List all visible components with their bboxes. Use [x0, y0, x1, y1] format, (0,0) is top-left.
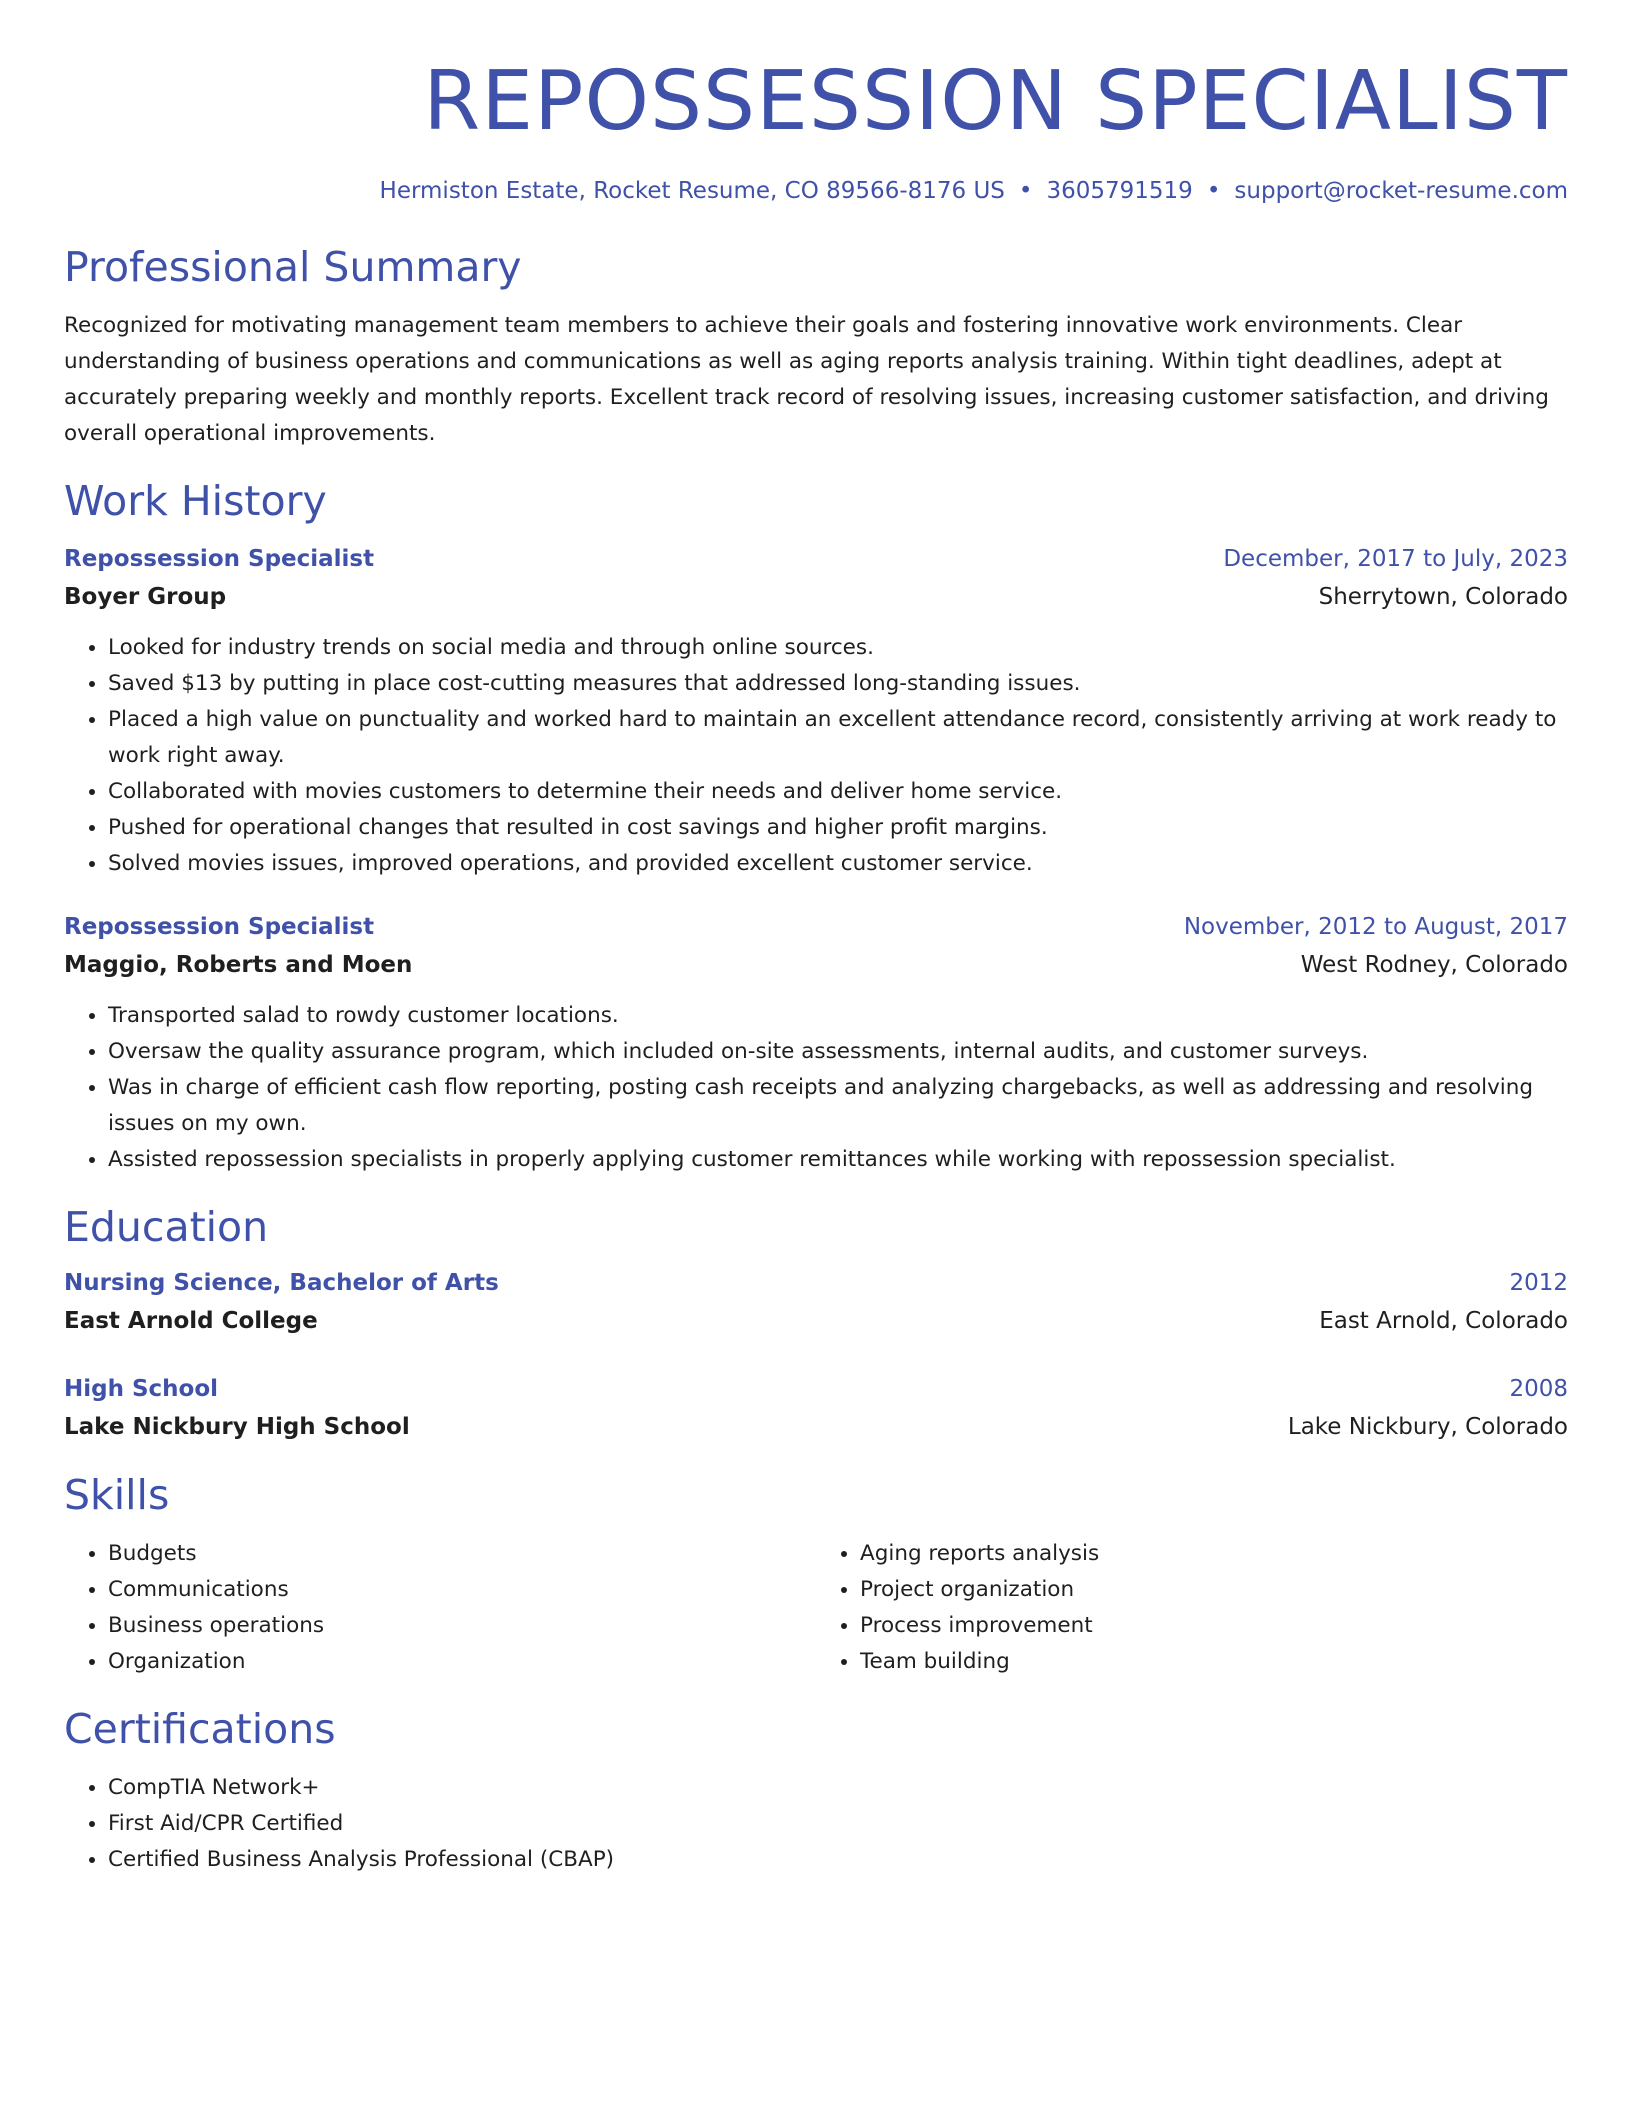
job-bullets	[64, 998, 1568, 1178]
list-item: • Assisted repossession specialists in properly applying customer remittances while working with repossession specialist.	[108, 1142, 1568, 1178]
list-item: • Oversaw the quality assurance program, which included on-site assessments, internal audits, and customer surveys.	[108, 1034, 1568, 1070]
list-item: • Saved $13 by putting in place cost-cutting measures that addressed long-standing issues.	[108, 666, 1568, 702]
list-item: • Transported salad to rowdy customer locations.	[108, 998, 1568, 1034]
education-entry	[64, 1370, 1568, 1446]
job-header	[64, 908, 1568, 946]
list-item: • Business operations	[108, 1608, 816, 1644]
list-item: • Was in charge of efficient cash flow reporting, posting cash receipts and analyzing chargebacks, as well as addressing and resolving issues on my own.	[108, 1070, 1568, 1142]
job-location: West Rodney, Colorado	[1300, 952, 1568, 978]
education-entry	[64, 1264, 1568, 1340]
education-location: Lake Nickbury, Colorado	[1287, 1414, 1568, 1440]
job-subheader	[64, 578, 1568, 616]
job-bullets	[64, 630, 1568, 882]
resume-page	[64, 54, 1568, 1878]
certifications-heading: Certifications	[64, 1705, 336, 1753]
job-dates: December, 2017 to July, 2023	[1223, 546, 1568, 572]
job-location: Sherrytown, Colorado	[1318, 584, 1568, 610]
skills-heading: Skills	[64, 1471, 170, 1519]
certifications-list	[64, 1770, 1568, 1878]
job-subheader	[64, 946, 1568, 984]
education-degree: High School	[64, 1376, 219, 1402]
job-title: Repossession Specialist	[64, 546, 375, 572]
list-item: • Collaborated with movies customers to determine their needs and deliver home service.	[108, 774, 1568, 810]
contact-line	[64, 178, 1568, 204]
contact-separator: •	[1018, 178, 1033, 204]
education-header	[64, 1370, 1568, 1408]
education-header	[64, 1264, 1568, 1302]
contact-separator: •	[1206, 178, 1221, 204]
job-entry	[64, 540, 1568, 882]
list-item: • Aging reports analysis	[860, 1536, 1568, 1572]
education-year: 2008	[1509, 1376, 1568, 1402]
job-title: Repossession Specialist	[64, 914, 375, 940]
job-dates: November, 2012 to August, 2017	[1183, 914, 1568, 940]
education-school: Lake Nickbury High School	[64, 1414, 410, 1440]
contact-email[interactable]: support@rocket-resume.com	[1234, 178, 1568, 204]
list-item: • Looked for industry trends on social media and through online sources.	[108, 630, 1568, 666]
job-company: Maggio, Roberts and Moen	[64, 952, 413, 978]
list-item: • Certified Business Analysis Professional (CBAP)	[108, 1842, 1568, 1878]
list-item: • Budgets	[108, 1536, 816, 1572]
job-company: Boyer Group	[64, 584, 227, 610]
contact-address: Hermiston Estate, Rocket Resume, CO 89566-8176 US	[379, 178, 1005, 204]
education-subheader	[64, 1408, 1568, 1446]
education-year: 2012	[1509, 1270, 1568, 1296]
list-item: • CompTIA Network+	[108, 1770, 1568, 1806]
work-history-heading: Work History	[64, 477, 327, 525]
summary-heading: Professional Summary	[64, 243, 522, 291]
skills-grid	[64, 1522, 1568, 1680]
job-entry	[64, 908, 1568, 1178]
education-degree: Nursing Science, Bachelor of Arts	[64, 1270, 499, 1296]
list-item: • Project organization	[860, 1572, 1568, 1608]
education-heading: Education	[64, 1203, 269, 1251]
education-subheader	[64, 1302, 1568, 1340]
education-school: East Arnold College	[64, 1308, 318, 1334]
list-item: • Process improvement	[860, 1608, 1568, 1644]
contact-phone[interactable]: 3605791519	[1046, 178, 1193, 204]
skills-column-right	[816, 1536, 1568, 1680]
list-item: • Team building	[860, 1644, 1568, 1680]
job-header	[64, 540, 1568, 578]
list-item: • Pushed for operational changes that resulted in cost savings and higher profit margins.	[108, 810, 1568, 846]
list-item: • Placed a high value on punctuality and worked hard to maintain an excellent attendance record, consistently arriving at work ready to work right away.	[108, 702, 1568, 774]
list-item: • Organization	[108, 1644, 816, 1680]
list-item: • Solved movies issues, improved operations, and provided excellent customer service.	[108, 846, 1568, 882]
summary-text: Recognized for motivating management team members to achieve their goals and fostering innovative work environments. Clear understanding of business operations and communications as well as aging reports analysis training. Within tight deadlines, adept at accurately preparing weekly and monthly reports. Excellent track record of resolving issues, increasing customer satisfaction, and driving overall operational improvements.	[64, 313, 1549, 446]
skills-column-left	[64, 1536, 816, 1680]
education-location: East Arnold, Colorado	[1319, 1308, 1568, 1334]
list-item: • Communications	[108, 1572, 816, 1608]
resume-name: REPOSSESSION SPECIALIST	[423, 54, 1568, 149]
list-item: • First Aid/CPR Certified	[108, 1806, 1568, 1842]
